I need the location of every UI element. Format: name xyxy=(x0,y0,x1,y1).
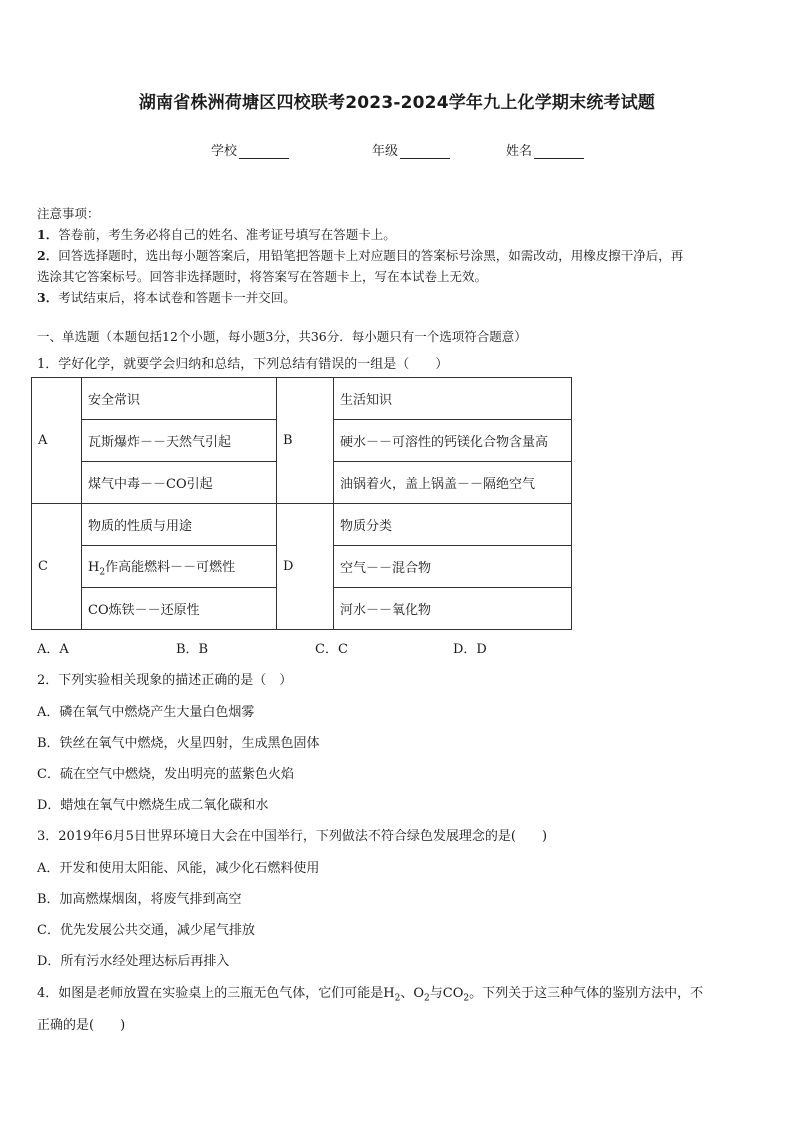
option-c: C．C xyxy=(315,642,348,657)
note-item-1: 1．答卷前，考生务必将自己的姓名、准考证号填写在答题卡上。 xyxy=(37,227,396,242)
note-item-2: 2．回答选择题时，选出每小题答案后，用铅笔把答题卡上对应题目的答案标号涂黑，如需改动，用橡皮擦干净后，再 xyxy=(37,248,684,263)
option-d: D．D xyxy=(453,642,487,657)
table-cell-a-1: 瓦斯爆炸－－天然气引起 xyxy=(82,420,277,462)
school-field xyxy=(211,140,289,159)
question-3-option-d: D．所有污水经处理达标后再排入 xyxy=(37,954,230,969)
school-blank xyxy=(239,144,289,159)
grade-blank xyxy=(400,144,450,159)
name-blank xyxy=(534,144,584,159)
question-4-stem: 4．如图是老师放置在实验桌上的三瓶无色气体，它们可能是$H_2$、$O_2$与$CO_2$。下列关于这三种气体的鉴别方法中，不 xyxy=(37,986,704,1004)
table-cell-c-head: 物质的性质与用途 xyxy=(82,504,277,546)
question-2-option-a: A．磷在氧气中燃烧产生大量白色烟雾 xyxy=(37,705,255,720)
notes-block xyxy=(37,203,759,308)
table-cell-d-2: 河水－－氧化物 xyxy=(334,588,572,630)
table-cell-a-head: 安全常识 xyxy=(82,378,277,420)
table-cell-d-1: 空气－－混合物 xyxy=(334,546,572,588)
section-heading: 一、单选题（本题包括12个小题，每小题3分，共36分．每小题只有一个选项符合题意） xyxy=(37,329,527,344)
table-cell-d: D xyxy=(277,504,334,630)
table-cell-a-2: 煤气中毒－－CO引起 xyxy=(82,462,277,504)
question-2-stem: 2．下列实验相关现象的描述正确的是（ ） xyxy=(37,673,293,688)
question-2-option-d: D．蜡烛在氧气中燃烧生成二氧化碳和水 xyxy=(37,798,269,813)
table-cell-b-2: 油锅着火，盖上锅盖－－隔绝空气 xyxy=(334,462,572,504)
question-1-table xyxy=(31,377,572,630)
table-cell-c-2: CO炼铁－－还原性 xyxy=(82,588,277,630)
table-cell-d-head: 物质分类 xyxy=(334,504,572,546)
question-2-option-c: C．硫在空气中燃烧，发出明亮的蓝紫色火焰 xyxy=(37,767,294,782)
table-cell-b-head: 生活知识 xyxy=(334,378,572,420)
question-2-option-b: B．铁丝在氧气中燃烧，火星四射，生成黑色固体 xyxy=(37,736,320,751)
table-cell-a: A xyxy=(32,378,82,504)
question-3-option-b: B．加高燃煤烟囱，将废气排到高空 xyxy=(37,892,242,907)
table-cell-b-1: 硬水－－可溶性的钙镁化合物含量高 xyxy=(334,420,572,462)
question-3-stem: 3．2019年6月5日世界环境日大会在中国举行，下列做法不符合绿色发展理念的是( ) xyxy=(37,829,548,844)
question-3-option-a: A．开发和使用太阳能、风能，减少化石燃料使用 xyxy=(37,861,320,876)
question-4-stem-cont: 正确的是( ) xyxy=(37,1018,126,1033)
note-item-2-cont: 选涂其它答案标号。回答非选择题时，将答案写在答题卡上，写在本试卷上无效。 xyxy=(37,269,488,284)
page-title: 湖南省株洲荷塘区四校联考2023-2024学年九上化学期末统考试题 xyxy=(138,93,656,113)
note-item-3: 3．考试结束后，将本试卷和答题卡一并交回。 xyxy=(37,290,296,305)
table-cell-c: C xyxy=(32,504,82,630)
grade-field xyxy=(372,140,450,159)
option-a: A．A xyxy=(37,642,69,657)
table-cell-c-1: $H_2$作高能燃料－－可燃性 xyxy=(82,546,277,588)
option-b: B．B xyxy=(176,642,209,657)
notes-heading: 注意事项： xyxy=(37,206,100,221)
grade-label: 年级 xyxy=(372,144,399,159)
school-label: 学校 xyxy=(211,144,238,159)
name-label: 姓名 xyxy=(506,144,533,159)
question-3-option-c: C．优先发展公共交通，减少尾气排放 xyxy=(37,923,255,938)
table-cell-b: B xyxy=(277,378,334,504)
name-field xyxy=(506,140,584,159)
question-1-stem: 1．学好化学，就要学会归纳和总结，下列总结有错误的一组是（ ） xyxy=(37,357,449,372)
